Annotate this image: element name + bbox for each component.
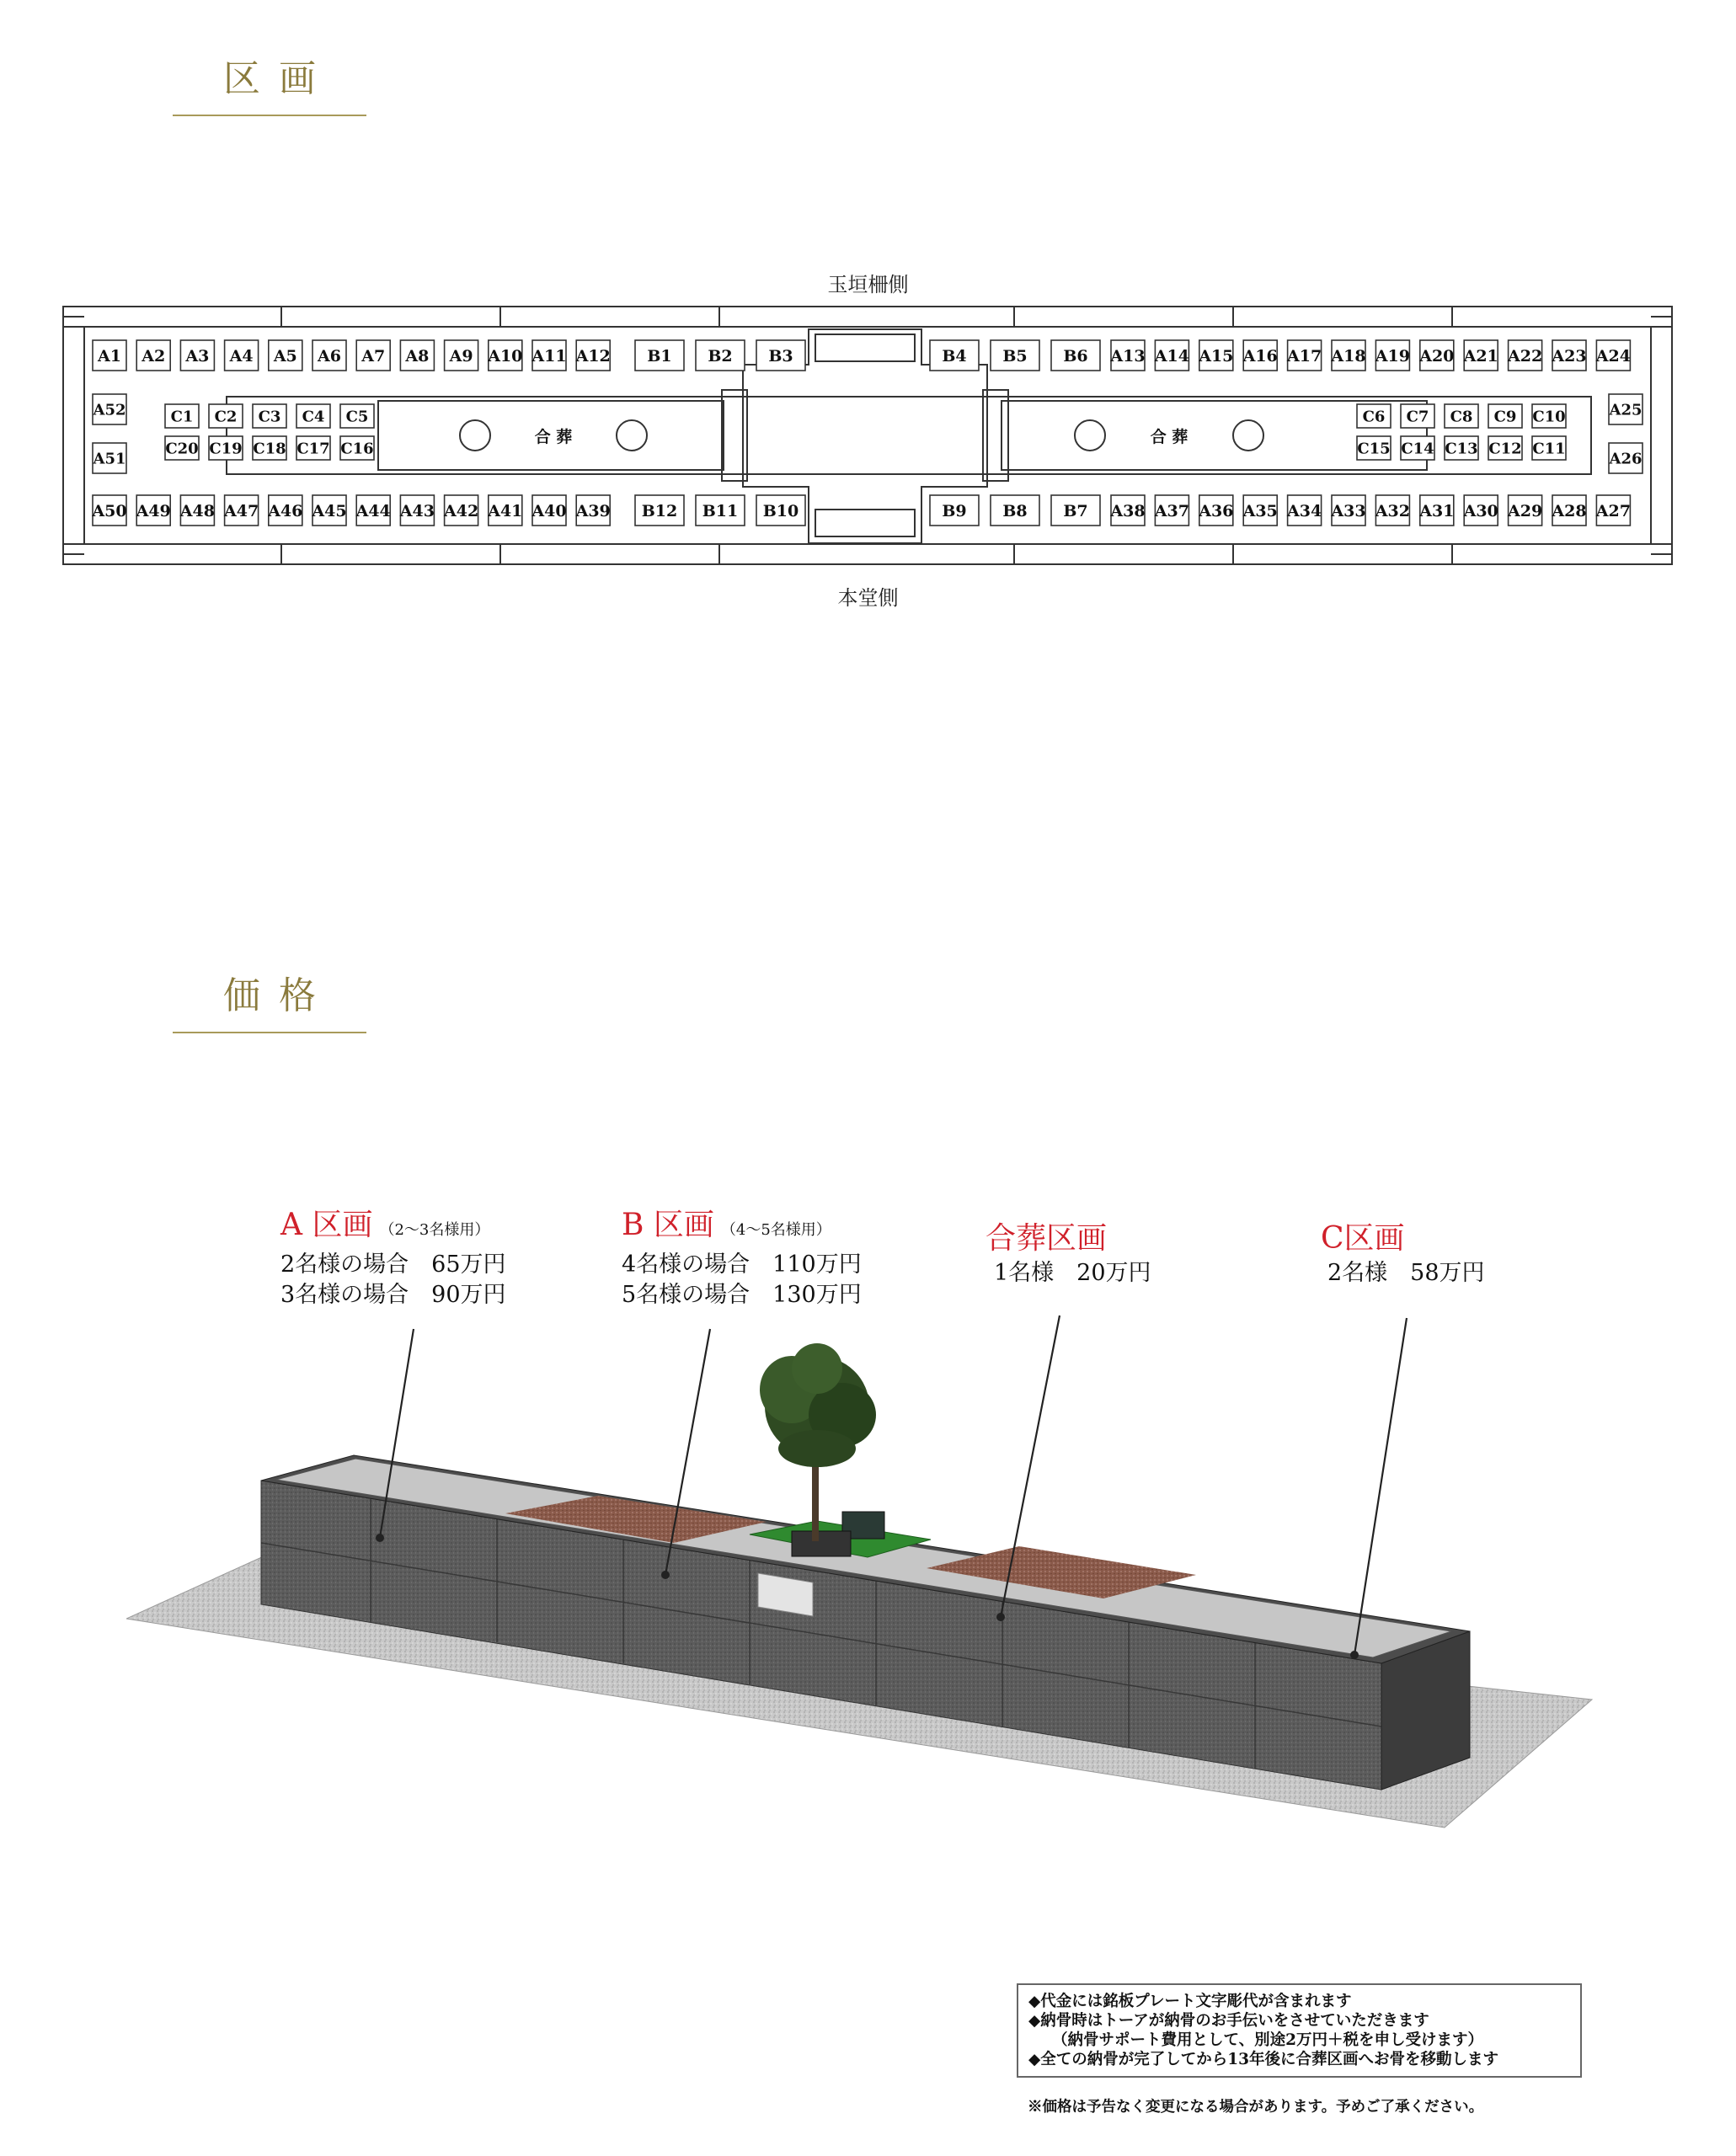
plot-cell-label: A14 — [1154, 346, 1189, 366]
plot-cell-label: A24 — [1595, 346, 1631, 366]
price-line: 1名様 20万円 — [994, 1260, 1151, 1286]
plot-cell-label: A15 — [1199, 346, 1234, 366]
plot-cell-label: B9 — [942, 501, 967, 520]
plot-cell-label: A51 — [93, 450, 126, 468]
price-block-a — [280, 1206, 506, 1310]
plot-cell-label: C12 — [1488, 440, 1522, 458]
plot-cell-label: A18 — [1331, 346, 1366, 366]
section-heading-plan — [173, 54, 366, 116]
ossuary-rendering — [126, 1322, 1617, 1929]
plot-cell-label: A34 — [1287, 501, 1322, 520]
plot-cell-label: C2 — [214, 408, 238, 426]
plot-cell-label: B5 — [1002, 346, 1028, 366]
plot-cell-label: B8 — [1002, 501, 1028, 520]
plot-cell-label: A21 — [1463, 346, 1498, 366]
bottom-side-label: 本堂側 — [837, 586, 899, 610]
price-title-sub: （2〜3名様用） — [379, 1221, 490, 1239]
plot-cell-label: A10 — [488, 346, 523, 366]
plot-cell-label: A20 — [1419, 346, 1455, 366]
plot-cell-label: B3 — [768, 346, 793, 366]
price-title-gassou: 合葬区画 — [986, 1221, 1108, 1256]
plot-cell-label: A1 — [98, 346, 121, 366]
plot-cell-label: A19 — [1375, 346, 1410, 366]
plot-cell-label: C13 — [1445, 440, 1478, 458]
notes-box — [1017, 1983, 1582, 2078]
plot-cell-label: A43 — [399, 501, 435, 520]
plot-cell-label: A41 — [488, 501, 523, 520]
heading-underline — [173, 115, 366, 116]
plot-cell-label: B7 — [1063, 501, 1088, 520]
plot-cell-label: A37 — [1154, 501, 1189, 520]
plot-cell-label: A5 — [273, 346, 297, 366]
plot-cell-label: A9 — [449, 346, 473, 366]
plot-cell-label: A4 — [229, 346, 254, 366]
price-line: 5名様の場合 130万円 — [622, 1282, 862, 1308]
plot-cell-label: A8 — [405, 346, 430, 366]
gassou-label: 合 葬 — [534, 428, 573, 446]
section-heading-price — [173, 971, 366, 1033]
plot-cell-label: A29 — [1508, 501, 1543, 520]
plot-cell-label: B2 — [708, 346, 733, 366]
plot-cell-label: C8 — [1450, 408, 1473, 426]
gassou-label: 合 葬 — [1150, 428, 1188, 446]
plot-cell-label: C4 — [302, 408, 325, 426]
price-title-text: B 区画 — [622, 1208, 714, 1242]
price-title-c: C区画 — [1321, 1221, 1405, 1256]
price-title-text: A 区画 — [280, 1208, 373, 1242]
plot-cell-label: C18 — [253, 440, 286, 458]
plot-cell-label: C15 — [1357, 440, 1391, 458]
plot-cell-label: C5 — [345, 408, 369, 426]
note-line: （納骨サポート費用として、別途2万円＋税を申し受けます） — [1052, 2031, 1484, 2049]
top-side-label: 玉垣柵側 — [827, 273, 909, 296]
note-line: ◆納骨時はトーアが納骨のお手伝いをさせていただきます — [1028, 2012, 1429, 2030]
plot-cell-label: C6 — [1362, 408, 1386, 426]
plot-cell-label: C10 — [1532, 408, 1566, 426]
note-line: ◆全ての納骨が完了してから13年後に合葬区画へお骨を移動します — [1028, 2051, 1498, 2068]
plot-cell-label: A12 — [575, 346, 611, 366]
plot-plan — [62, 306, 1673, 565]
plot-cell-label: B11 — [702, 501, 739, 520]
plot-cell-label: A38 — [1110, 501, 1146, 520]
price-line: 2名様の場合 65万円 — [280, 1251, 506, 1278]
plot-cell-label: A17 — [1287, 346, 1322, 366]
note-line: ◆代金には銘板プレート文字彫代が含まれます — [1028, 1993, 1352, 2010]
plot-cell-label: A7 — [361, 346, 386, 366]
plot-cell-label: C19 — [209, 440, 243, 458]
plot-cell-label: C1 — [170, 408, 194, 426]
plot-cell-label: A23 — [1552, 346, 1587, 366]
plot-cell-label: A30 — [1463, 501, 1498, 520]
plot-cell-label: A16 — [1242, 346, 1278, 366]
plot-cell-label: A27 — [1595, 501, 1631, 520]
price-title-a — [280, 1206, 506, 1250]
plot-cell-label: A49 — [136, 501, 171, 520]
plot-cell-label: C7 — [1406, 408, 1429, 426]
plot-cell-label: A6 — [318, 346, 341, 366]
plot-cell-label: A25 — [1609, 401, 1643, 419]
heading-text: 価格 — [223, 974, 334, 1017]
heading-underline — [173, 1032, 366, 1033]
plot-cell-label: A44 — [355, 501, 391, 520]
plot-cell-label: A31 — [1419, 501, 1455, 520]
price-line: 3名様の場合 90万円 — [280, 1282, 506, 1308]
plot-cell-label: C9 — [1493, 408, 1517, 426]
plot-cell-label: A46 — [268, 501, 303, 520]
plot-cell-label: B1 — [647, 346, 672, 366]
plot-cell-label: C16 — [340, 440, 374, 458]
heading-text: 区画 — [223, 57, 334, 100]
plot-cell-label: A11 — [531, 346, 567, 366]
price-block-c — [1321, 1219, 1485, 1289]
plot-cell-label: A36 — [1199, 501, 1234, 520]
plot-cell-label: A13 — [1110, 346, 1146, 366]
plot-cell-label: A28 — [1552, 501, 1587, 520]
plot-cell-label: C3 — [258, 408, 281, 426]
price-line: 4名様の場合 110万円 — [622, 1251, 862, 1278]
plot-cell-label: C14 — [1401, 440, 1434, 458]
plot-cell-label: A3 — [185, 346, 210, 366]
plot-cell-label: A39 — [575, 501, 611, 520]
plot-cell-label: A26 — [1609, 450, 1643, 468]
plot-cell-label: B4 — [942, 346, 967, 366]
plot-cell-label: C11 — [1532, 440, 1566, 458]
price-title-sub: （4〜5名様用） — [720, 1221, 831, 1239]
price-block-b — [622, 1206, 862, 1310]
plot-cell-label: A52 — [93, 401, 126, 419]
price-block-gassou — [986, 1219, 1151, 1289]
plot-cell-label: A2 — [142, 346, 166, 366]
plot-cell-label: C17 — [296, 440, 330, 458]
plot-cell-label: A45 — [312, 501, 347, 520]
plot-cell-label: A33 — [1331, 501, 1366, 520]
plot-cell-label: B12 — [641, 501, 678, 520]
plot-cell-label: B6 — [1063, 346, 1088, 366]
plot-cell-label: A35 — [1242, 501, 1278, 520]
plot-cell-label: A22 — [1508, 346, 1543, 366]
price-disclaimer: ※価格は予告なく変更になる場合があります。予めご了承ください。 — [1028, 2099, 1484, 2116]
plot-cell-label: A48 — [179, 501, 215, 520]
plot-cell-label: A50 — [92, 501, 127, 520]
plot-cell-label: C20 — [165, 440, 199, 458]
plot-cell-label: A47 — [224, 501, 259, 520]
price-line: 2名様 58万円 — [1327, 1260, 1485, 1286]
plot-cell-label: B10 — [762, 501, 799, 520]
plot-cell-label: A40 — [531, 501, 567, 520]
plot-cell-label: A42 — [444, 501, 479, 520]
plot-cell-label: A32 — [1375, 501, 1410, 520]
price-title-b — [622, 1206, 862, 1250]
